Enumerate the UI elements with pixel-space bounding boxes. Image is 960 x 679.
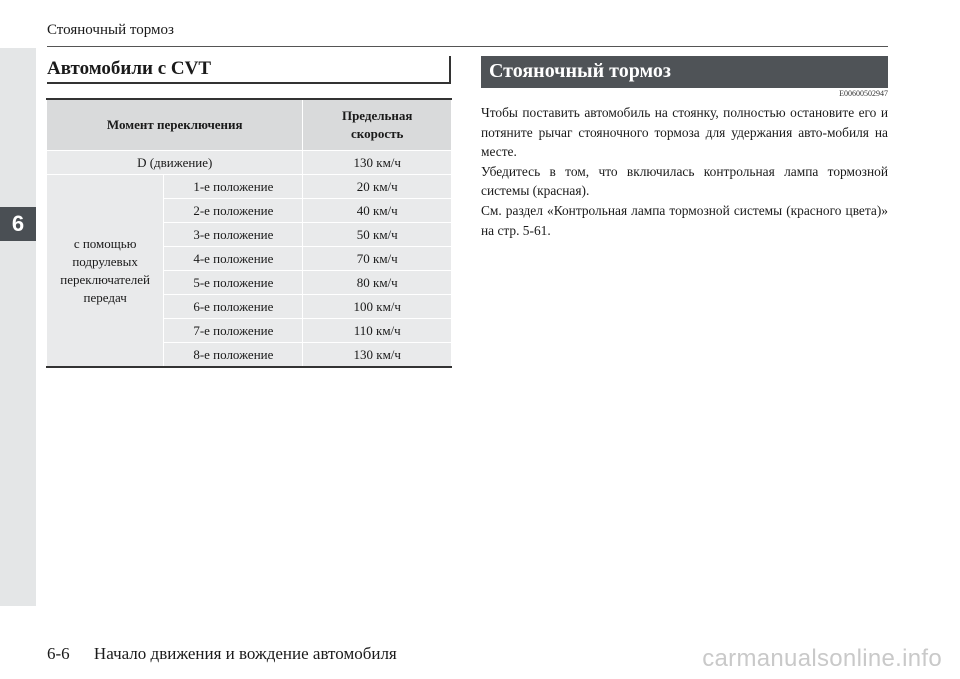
parking-brake-body	[481, 103, 888, 240]
table-row	[47, 151, 452, 175]
document-code: E00600502947	[839, 89, 888, 98]
page-footer	[47, 644, 397, 664]
gear-speed-cell: 80 км/ч	[303, 271, 452, 295]
page-number: 6-6	[47, 644, 70, 663]
paddle-shifter-label: с помощью подрулевых переключателей передач	[60, 235, 150, 305]
header-divider	[47, 46, 888, 47]
table-header-row	[47, 99, 452, 151]
running-header-title: Стояночный тормоз	[47, 22, 174, 38]
watermark: carmanualsonline.info	[702, 645, 942, 672]
gear-speed-cell: 20 км/ч	[303, 175, 452, 199]
parking-brake-section-header	[481, 56, 888, 88]
body-paragraph: Убедитесь в том, что включилась контрольная лампа тормозной системы (красная).	[481, 163, 888, 199]
gear-speed-cell: 50 км/ч	[303, 223, 452, 247]
gear-speed-cell: 130 км/ч	[303, 343, 452, 368]
gear-position-cell: 7-е положение	[164, 319, 303, 343]
column-header-max-speed	[303, 99, 452, 151]
paddle-shifter-cell	[47, 175, 164, 368]
gear-position-cell: 6-е положение	[164, 295, 303, 319]
drive-mode-cell: D (движение)	[47, 151, 303, 175]
footer-chapter-title: Начало движения и вождение автомобиля	[93, 644, 397, 663]
body-paragraph: Чтобы поставить автомобиль на стоянку, полностью остановите его и потяните рычаг стояночного тормоза для удержания авто-мобиля на месте.	[481, 105, 888, 160]
gear-speed-cell: 110 км/ч	[303, 319, 452, 343]
speed-limit-table	[46, 98, 452, 368]
gear-position-cell: 1-е положение	[164, 175, 303, 199]
gear-position-cell: 2-е положение	[164, 199, 303, 223]
max-speed-header-text: Предельная скорость	[341, 108, 413, 141]
cvt-section-header	[47, 56, 451, 84]
cvt-section-title: Автомобили с CVT	[47, 58, 212, 79]
table-row	[47, 175, 452, 199]
gear-position-cell: 3-е положение	[164, 223, 303, 247]
gear-position-cell: 4-е положение	[164, 247, 303, 271]
gear-speed-cell: 70 км/ч	[303, 247, 452, 271]
parking-brake-section-title: Стояночный тормоз	[489, 60, 671, 82]
gear-speed-cell: 100 км/ч	[303, 295, 452, 319]
body-paragraph: См. раздел «Контрольная лампа тормозной системы (красного цвета)» на стр. 5-61.	[481, 202, 888, 238]
drive-speed-cell: 130 км/ч	[303, 151, 452, 175]
gear-speed-cell: 40 км/ч	[303, 199, 452, 223]
gear-position-cell: 8-е положение	[164, 343, 303, 368]
chapter-side-tab	[0, 48, 36, 606]
column-header-shift-moment: Момент переключения	[47, 99, 303, 151]
gear-position-cell: 5-е положение	[164, 271, 303, 295]
chapter-number-badge: 6	[0, 207, 36, 241]
